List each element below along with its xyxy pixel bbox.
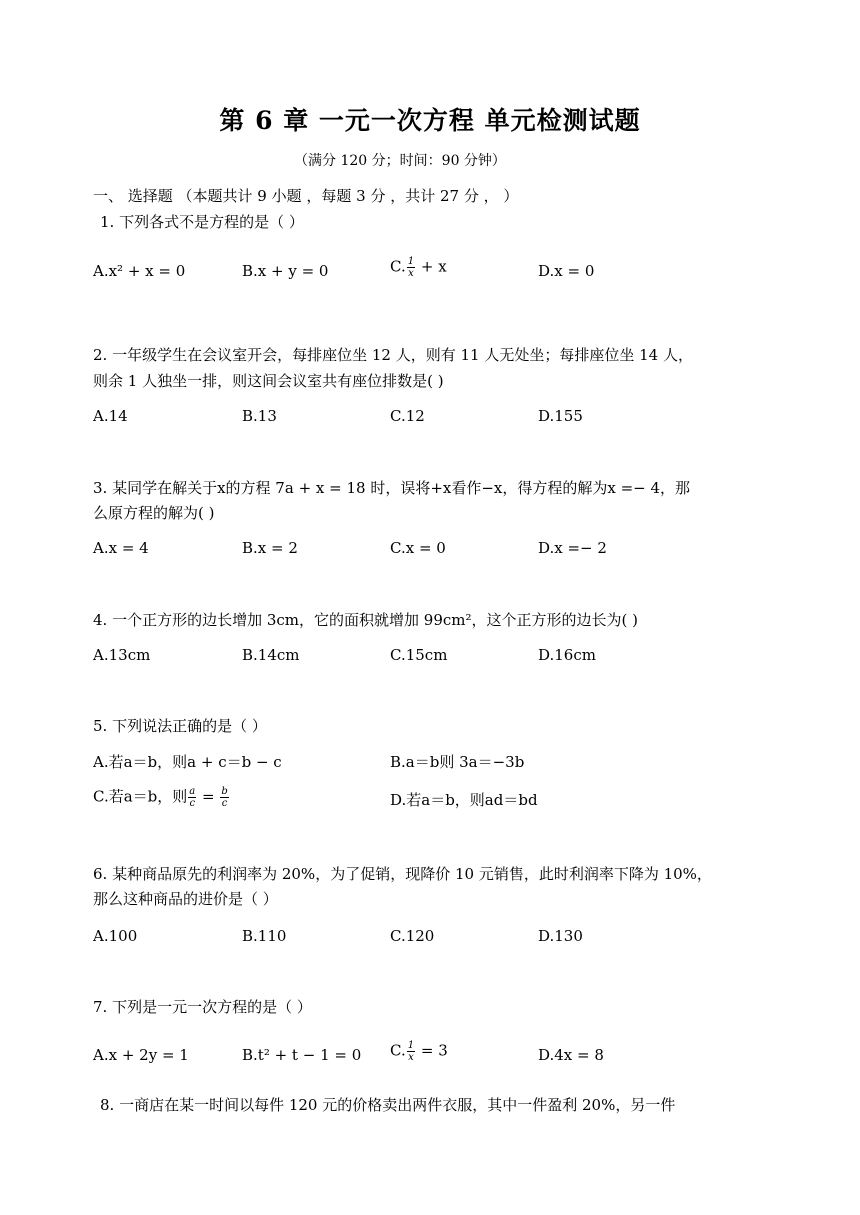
option-c-prefix: C.若a＝b，则 [93, 787, 188, 806]
question-5-option-a: A.若a＝b，则a + c＝b − c [93, 753, 282, 771]
question-3-stem-line-2: 么原方程的解为( ) [93, 504, 215, 522]
fraction-denominator: x [408, 1052, 414, 1063]
question-1-option-b: B.x + y = 0 [242, 262, 329, 280]
question-1-stem: 1. 下列各式不是方程的是（ ） [100, 213, 304, 231]
question-2-option-b: B.13 [242, 407, 277, 425]
option-c-tail: + x [416, 257, 447, 276]
question-8-stem: 8. 一商店在某一时间以每件 120 元的价格卖出两件衣服，其中一件盈利 20%，另一件 [100, 1096, 676, 1114]
question-4-option-b: B.14cm [242, 646, 300, 664]
question-7-option-b: B.t² + t − 1 = 0 [242, 1046, 362, 1064]
question-6-option-d: D.130 [538, 927, 583, 945]
question-4-stem: 4. 一个正方形的边长增加 3cm，它的面积就增加 99cm²，这个正方形的边长为( ) [93, 611, 638, 629]
fraction-right [220, 786, 228, 809]
equals-sign: = [197, 787, 220, 806]
question-7-option-d: D.4x = 8 [538, 1046, 604, 1064]
question-3-option-d: D.x =− 2 [538, 539, 607, 557]
fraction-left [188, 786, 196, 809]
fraction-denominator: c [221, 798, 228, 809]
question-5-option-b: B.a＝b则 3a＝−3b [390, 753, 525, 771]
option-c-tail: = 3 [416, 1041, 448, 1060]
section-heading: 一、 选择题 （本题共计 9 小题 ，每题 3 分 ，共计 27 分 ， ） [93, 187, 519, 205]
question-6-stem-line-2: 那么这种商品的进价是（ ） [93, 890, 278, 908]
question-1-option-a: A.x² + x = 0 [93, 262, 186, 280]
question-3-option-b: B.x = 2 [242, 539, 298, 557]
page-title: 第 6 章 一元一次方程 单元检测试题 [219, 106, 641, 135]
question-7-option-c [390, 1040, 448, 1063]
fraction-denominator: x [408, 268, 414, 279]
question-2-option-a: A.14 [93, 407, 128, 425]
question-3-option-a: A.x = 4 [93, 539, 149, 557]
option-c-prefix: C. [390, 257, 406, 276]
fraction [407, 256, 415, 279]
question-6-stem-line-1: 6. 某种商品原先的利润率为 20%，为了促销，现降价 10 元销售，此时利润率下降为 10%， [93, 865, 712, 883]
question-2-option-c: C.12 [390, 407, 425, 425]
page-subtitle: （满分 120 分；时间：90 分钟） [294, 153, 506, 169]
fraction-denominator: c [189, 798, 196, 809]
fraction-numerator: 1 [407, 256, 415, 267]
question-6-option-a: A.100 [93, 927, 138, 945]
question-5-stem: 5. 下列说法正确的是（ ） [93, 717, 267, 735]
fraction-numerator: 1 [407, 1040, 415, 1051]
fraction [407, 1040, 415, 1063]
question-4-option-c: C.15cm [390, 646, 448, 664]
question-3-stem-line-1: 3. 某同学在解关于x的方程 7a + x = 18 时，误将+x看作−x，得方程的解为x =− 4，那 [93, 479, 691, 497]
option-c-prefix: C. [390, 1041, 406, 1060]
question-4-option-d: D.16cm [538, 646, 596, 664]
question-2-option-d: D.155 [538, 407, 583, 425]
question-5-option-c [93, 786, 230, 809]
question-4-option-a: A.13cm [93, 646, 151, 664]
question-7-stem: 7. 下列是一元一次方程的是（ ） [93, 998, 312, 1016]
question-5-option-d: D.若a＝b，则ad＝bd [390, 791, 538, 809]
question-6-option-c: C.120 [390, 927, 435, 945]
question-6-option-b: B.110 [242, 927, 287, 945]
question-3-option-c: C.x = 0 [390, 539, 446, 557]
question-7-option-a: A.x + 2y = 1 [93, 1046, 189, 1064]
question-1-option-c [390, 256, 447, 279]
fraction-numerator: b [221, 786, 228, 797]
question-2-stem-line-1: 2. 一年级学生在会议室开会，每排座位坐 12 人，则有 11 人无处坐；每排座位坐 14 人， [93, 346, 693, 364]
fraction-numerator: a [189, 786, 196, 797]
question-1-option-d: D.x = 0 [538, 262, 595, 280]
question-2-stem-line-2: 则余 1 人独坐一排，则这间会议室共有座位排数是( ) [93, 372, 444, 390]
